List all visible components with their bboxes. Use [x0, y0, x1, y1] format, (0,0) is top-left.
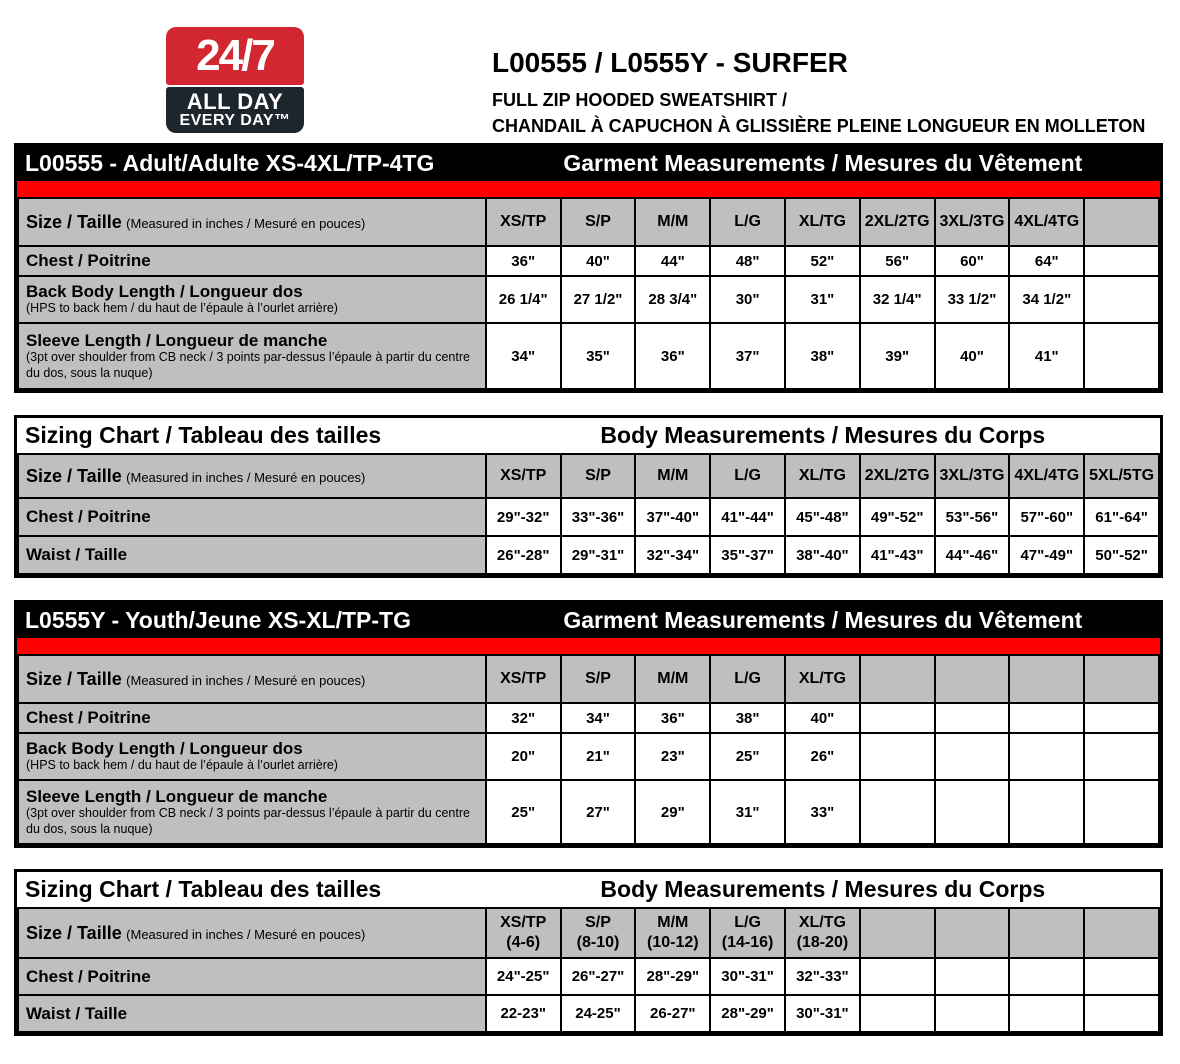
value-cell: 28"-29" — [710, 995, 785, 1032]
row-note: (HPS to back hem / du haut de l’épaule à l’ourlet arrière) — [26, 301, 338, 316]
value-cell: 26"-28" — [486, 536, 561, 574]
row-label-cell — [18, 733, 486, 780]
value-cell: 40" — [561, 246, 636, 276]
col-header-cell: M/M — [635, 454, 710, 498]
value-cell: 25" — [710, 733, 785, 780]
value-cell — [935, 703, 1010, 733]
value-cell: 33"-36" — [561, 498, 636, 536]
col-header-cell: L/G — [710, 655, 785, 703]
value-cell: 49"-52" — [860, 498, 935, 536]
row-label-cell — [18, 780, 486, 844]
table-row — [18, 733, 1159, 780]
col-header-cell: 2XL/2TG — [860, 454, 935, 498]
size-note: (Measured in inches / Mesuré en pouces) — [126, 215, 366, 231]
logo-24-7-badge: 24/7 — [166, 27, 304, 85]
col-header-cell: 3XL/3TG — [935, 454, 1010, 498]
value-cell: 40" — [935, 323, 1010, 389]
product-subtitle-fr: CHANDAIL À CAPUCHON À GLISSIÈRE PLEINE LONGUEUR EN MOLLETON — [492, 115, 1146, 136]
size-header-row — [18, 198, 1159, 246]
size-label: Size / Taille — [26, 922, 122, 943]
col-header-cell: M/M (10-12) — [635, 908, 710, 958]
col-header-cell — [935, 655, 1010, 703]
col-header-cell: XL/TG — [785, 655, 860, 703]
value-cell: 36" — [486, 246, 561, 276]
size-note: (Measured in inches / Mesuré en pouces) — [126, 672, 366, 688]
row-label: Chest / Poitrine — [26, 251, 151, 271]
value-cell: 24-25" — [561, 995, 636, 1032]
value-cell: 20" — [486, 733, 561, 780]
value-cell: 36" — [635, 323, 710, 389]
value-cell: 57"-60" — [1009, 498, 1084, 536]
value-cell: 32"-34" — [635, 536, 710, 574]
value-cell: 31" — [785, 276, 860, 323]
col-header-cell: L/G — [710, 454, 785, 498]
size-label-cell — [18, 908, 486, 958]
col-header-cell — [1009, 908, 1084, 958]
table-row — [18, 958, 1159, 995]
col-header-cell: XS/TP — [486, 454, 561, 498]
size-label-cell — [18, 198, 486, 246]
value-cell — [1084, 246, 1159, 276]
col-header-cell: 4XL/4TG — [1009, 454, 1084, 498]
value-cell — [860, 780, 935, 844]
row-label-cell — [18, 995, 486, 1032]
logo-every-day-text: EVERY DAY™ — [179, 112, 291, 130]
table-row — [18, 276, 1159, 323]
value-cell: 26 1/4" — [486, 276, 561, 323]
col-header-cell: XL/TG — [785, 454, 860, 498]
col-header-cell — [1084, 655, 1159, 703]
value-cell — [860, 703, 935, 733]
value-cell: 27 1/2" — [561, 276, 636, 323]
value-cell — [1009, 780, 1084, 844]
size-header-row — [18, 655, 1159, 703]
row-label-cell — [18, 958, 486, 995]
col-header-cell: L/G — [710, 198, 785, 246]
adult-body-title-bar — [17, 418, 1160, 453]
value-cell: 27" — [561, 780, 636, 844]
col-header-cell: XL/TG (18-20) — [785, 908, 860, 958]
value-cell: 44" — [635, 246, 710, 276]
row-label: Back Body Length / Longueur dos — [26, 281, 303, 301]
value-cell — [935, 995, 1010, 1032]
row-label: Chest / Poitrine — [26, 966, 151, 986]
product-title: L00555 / L0555Y - SURFER — [492, 47, 848, 78]
row-note: (3pt over shoulder from CB neck / 3 points par-dessus l’épaule à partir du centre du dos, sous la nuque) — [26, 806, 470, 836]
value-cell — [935, 958, 1010, 995]
col-header-cell: M/M — [635, 198, 710, 246]
table-row — [18, 498, 1159, 536]
table-row — [18, 323, 1159, 389]
value-cell: 33 1/2" — [935, 276, 1010, 323]
value-cell: 26-27" — [635, 995, 710, 1032]
youth-body-table — [14, 869, 1163, 1036]
value-cell: 25" — [486, 780, 561, 844]
col-header-cell — [1084, 198, 1159, 246]
adult-garment-title-bar — [17, 146, 1160, 181]
value-cell: 32"-33" — [785, 958, 860, 995]
row-label-cell — [18, 703, 486, 733]
value-cell: 29" — [635, 780, 710, 844]
col-header-cell — [860, 655, 935, 703]
value-cell — [860, 958, 935, 995]
value-cell — [1084, 733, 1159, 780]
value-cell: 26" — [785, 733, 860, 780]
value-cell: 35"-37" — [710, 536, 785, 574]
size-note: (Measured in inches / Mesuré en pouces) — [126, 926, 366, 942]
value-cell — [1084, 780, 1159, 844]
table-title-left: L0555Y - Youth/Jeune XS-XL/TP-TG — [25, 607, 411, 633]
value-cell — [1084, 323, 1159, 389]
value-cell: 32 1/4" — [860, 276, 935, 323]
col-header-cell — [1009, 655, 1084, 703]
value-cell: 41" — [1009, 323, 1084, 389]
col-header-cell: XS/TP — [486, 198, 561, 246]
table-title-left: Sizing Chart / Tableau des tailles — [25, 876, 382, 902]
value-cell: 41"-43" — [860, 536, 935, 574]
row-note: (HPS to back hem / du haut de l’épaule à l’ourlet arrière) — [26, 758, 338, 773]
value-cell: 40" — [785, 703, 860, 733]
youth-garment-table — [14, 600, 1163, 848]
size-label: Size / Taille — [26, 668, 122, 689]
size-label: Size / Taille — [26, 211, 122, 232]
col-header-cell — [1084, 908, 1159, 958]
col-header-cell: 5XL/5TG — [1084, 454, 1159, 498]
value-cell: 34" — [561, 703, 636, 733]
col-header-cell: M/M — [635, 655, 710, 703]
row-label-cell — [18, 498, 486, 536]
value-cell: 24"-25" — [486, 958, 561, 995]
value-cell: 22-23" — [486, 995, 561, 1032]
col-header-cell: XL/TG — [785, 198, 860, 246]
logo-all-day-text: ALL DAY — [186, 88, 284, 114]
value-cell: 61"-64" — [1084, 498, 1159, 536]
row-label-cell — [18, 246, 486, 276]
row-label: Sleeve Length / Longueur de manche — [26, 786, 328, 806]
table-title-right: Garment Measurements / Mesures du Vêtement — [563, 150, 1083, 176]
value-cell — [1009, 958, 1084, 995]
col-header-cell: XS/TP — [486, 655, 561, 703]
value-cell — [935, 733, 1010, 780]
adult-body-table — [14, 415, 1163, 578]
product-subtitle-en: FULL ZIP HOODED SWEATSHIRT / — [492, 89, 788, 110]
row-label: Back Body Length / Longueur dos — [26, 738, 303, 758]
value-cell: 60" — [935, 246, 1010, 276]
col-header-cell: L/G (14-16) — [710, 908, 785, 958]
value-cell: 45"-48" — [785, 498, 860, 536]
value-cell: 56" — [860, 246, 935, 276]
value-cell: 38" — [785, 323, 860, 389]
value-cell: 28 3/4" — [635, 276, 710, 323]
row-label: Chest / Poitrine — [26, 507, 151, 527]
size-note: (Measured in inches / Mesuré en pouces) — [126, 469, 366, 485]
size-label-cell — [18, 454, 486, 498]
value-cell: 30"-31" — [785, 995, 860, 1032]
value-cell: 52" — [785, 246, 860, 276]
table-row — [18, 246, 1159, 276]
value-cell: 23" — [635, 733, 710, 780]
size-label: Size / Taille — [26, 465, 122, 486]
value-cell — [1084, 276, 1159, 323]
size-label-cell — [18, 655, 486, 703]
value-cell: 39" — [860, 323, 935, 389]
value-cell — [860, 733, 935, 780]
value-cell: 21" — [561, 733, 636, 780]
value-cell: 50"-52" — [1084, 536, 1159, 574]
value-cell: 64" — [1009, 246, 1084, 276]
col-header-cell — [935, 908, 1010, 958]
table-title-right: Body Measurements / Mesures du Corps — [600, 422, 1046, 448]
adult-garment-table — [14, 143, 1163, 393]
value-cell — [1009, 995, 1084, 1032]
value-cell — [1084, 995, 1159, 1032]
row-label-cell — [18, 536, 486, 574]
col-header-cell: 2XL/2TG — [860, 198, 935, 246]
col-header-cell: S/P (8-10) — [561, 908, 636, 958]
col-header-cell — [860, 908, 935, 958]
row-label-cell — [18, 276, 486, 323]
col-header-cell: 3XL/3TG — [935, 198, 1010, 246]
red-stripe — [17, 181, 1160, 197]
row-label: Sleeve Length / Longueur de manche — [26, 330, 328, 350]
value-cell — [1009, 703, 1084, 733]
table-row — [18, 703, 1159, 733]
value-cell: 38"-40" — [785, 536, 860, 574]
col-header-cell: 4XL/4TG — [1009, 198, 1084, 246]
value-cell: 31" — [710, 780, 785, 844]
value-cell — [1084, 703, 1159, 733]
value-cell: 41"-44" — [710, 498, 785, 536]
table-row — [18, 536, 1159, 574]
value-cell: 47"-49" — [1009, 536, 1084, 574]
value-cell: 33" — [785, 780, 860, 844]
value-cell: 28"-29" — [635, 958, 710, 995]
value-cell: 37"-40" — [635, 498, 710, 536]
table-row — [18, 995, 1159, 1032]
brand-logo — [166, 27, 304, 133]
size-header-row — [18, 454, 1159, 498]
value-cell: 30"-31" — [710, 958, 785, 995]
value-cell: 34 1/2" — [1009, 276, 1084, 323]
col-header-cell: S/P — [561, 655, 636, 703]
table-title-right: Garment Measurements / Mesures du Vêtement — [563, 607, 1083, 633]
value-cell: 32" — [486, 703, 561, 733]
size-header-row — [18, 908, 1159, 958]
value-cell — [935, 780, 1010, 844]
value-cell: 29"-31" — [561, 536, 636, 574]
value-cell: 53"-56" — [935, 498, 1010, 536]
row-label: Waist / Taille — [26, 1003, 128, 1023]
youth-garment-title-bar — [17, 603, 1160, 638]
value-cell: 44"-46" — [935, 536, 1010, 574]
document-header — [492, 48, 1172, 139]
value-cell: 38" — [710, 703, 785, 733]
value-cell — [1009, 733, 1084, 780]
value-cell: 35" — [561, 323, 636, 389]
table-title-right: Body Measurements / Mesures du Corps — [600, 876, 1046, 902]
col-header-cell: XS/TP (4-6) — [486, 908, 561, 958]
row-note: (3pt over shoulder from CB neck / 3 points par-dessus l’épaule à partir du centre du dos, sous la nuque) — [26, 350, 470, 380]
col-header-cell: S/P — [561, 454, 636, 498]
red-stripe — [17, 638, 1160, 654]
value-cell: 30" — [710, 276, 785, 323]
value-cell: 36" — [635, 703, 710, 733]
value-cell: 26"-27" — [561, 958, 636, 995]
logo-tagline-badge — [166, 87, 304, 133]
table-row — [18, 780, 1159, 844]
value-cell — [1084, 958, 1159, 995]
row-label-cell — [18, 323, 486, 389]
value-cell: 37" — [710, 323, 785, 389]
value-cell: 48" — [710, 246, 785, 276]
table-title-left: L00555 - Adult/Adulte XS-4XL/TP-4TG — [25, 150, 435, 176]
table-title-left: Sizing Chart / Tableau des tailles — [25, 422, 382, 448]
value-cell: 34" — [486, 323, 561, 389]
col-header-cell: S/P — [561, 198, 636, 246]
row-label: Chest / Poitrine — [26, 708, 151, 728]
row-label: Waist / Taille — [26, 545, 128, 565]
youth-body-title-bar — [17, 872, 1160, 907]
value-cell: 29"-32" — [486, 498, 561, 536]
value-cell — [860, 995, 935, 1032]
